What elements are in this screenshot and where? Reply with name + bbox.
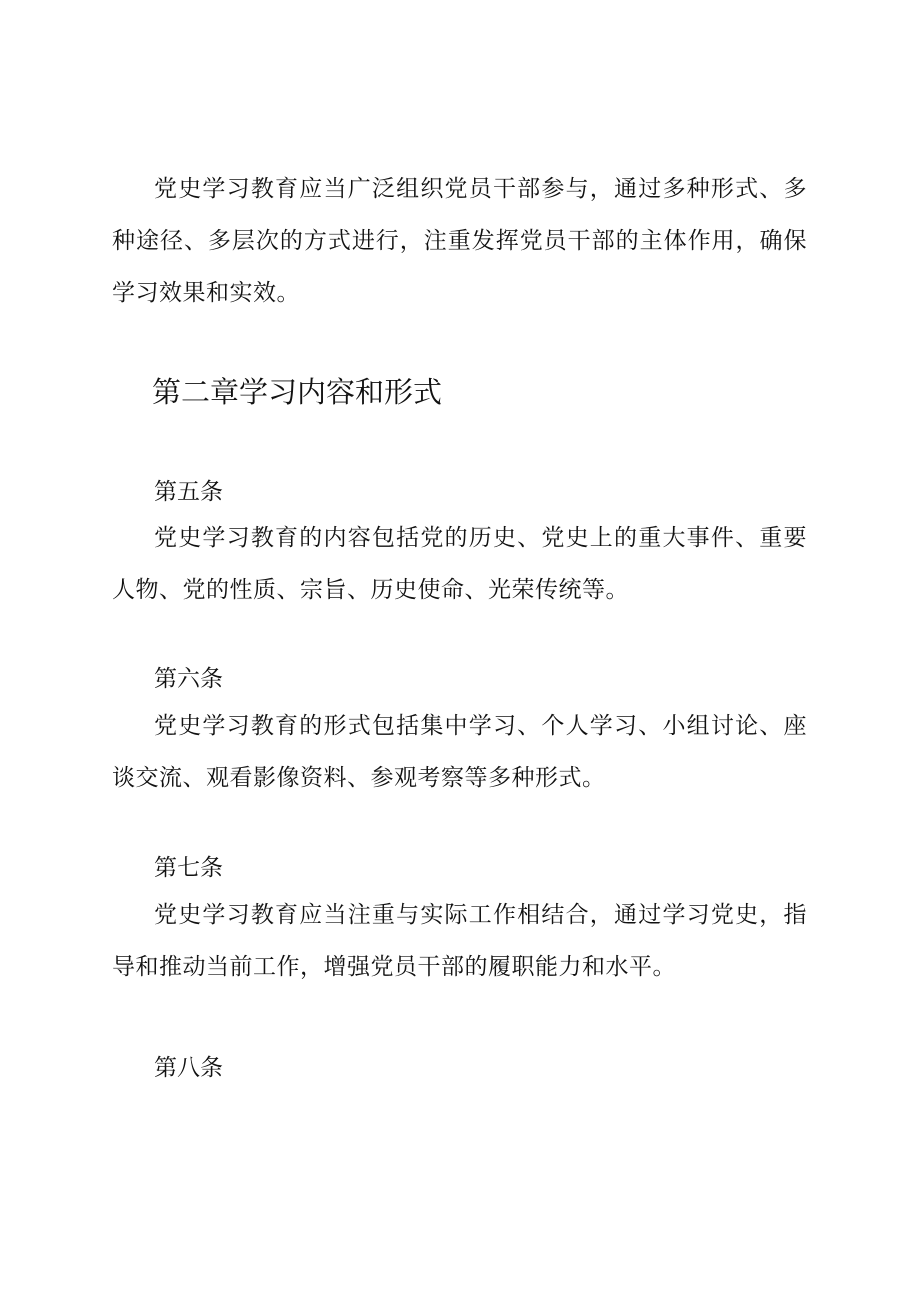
article-label-5: 第五条 xyxy=(154,479,223,505)
article-label-6: 第六条 xyxy=(154,666,223,692)
article-text-6: 党史学习教育的形式包括集中学习、个人学习、小组讨论、座谈交流、观看影像资料、参观考察等多种形式。 xyxy=(112,713,807,791)
article-text-7: 党史学习教育应当注重与实际工作相结合，通过学习党史，指导和推动当前工作，增强党员干部的履职能力和水平。 xyxy=(112,902,807,980)
article-text-5: 党史学习教育的内容包括党的历史、党史上的重大事件、重要人物、党的性质、宗旨、历史使命、光荣传统等。 xyxy=(112,525,807,603)
article-label-7: 第七条 xyxy=(154,855,223,881)
article-label-8: 第八条 xyxy=(154,1055,223,1081)
chapter-title: 第二章学习内容和形式 xyxy=(152,375,443,409)
intro-paragraph: 党史学习教育应当广泛组织党员干部参与，通过多种形式、多种途径、多层次的方式进行，注重发挥党员干部的主体作用，确保学习效果和实效。 xyxy=(112,176,807,306)
